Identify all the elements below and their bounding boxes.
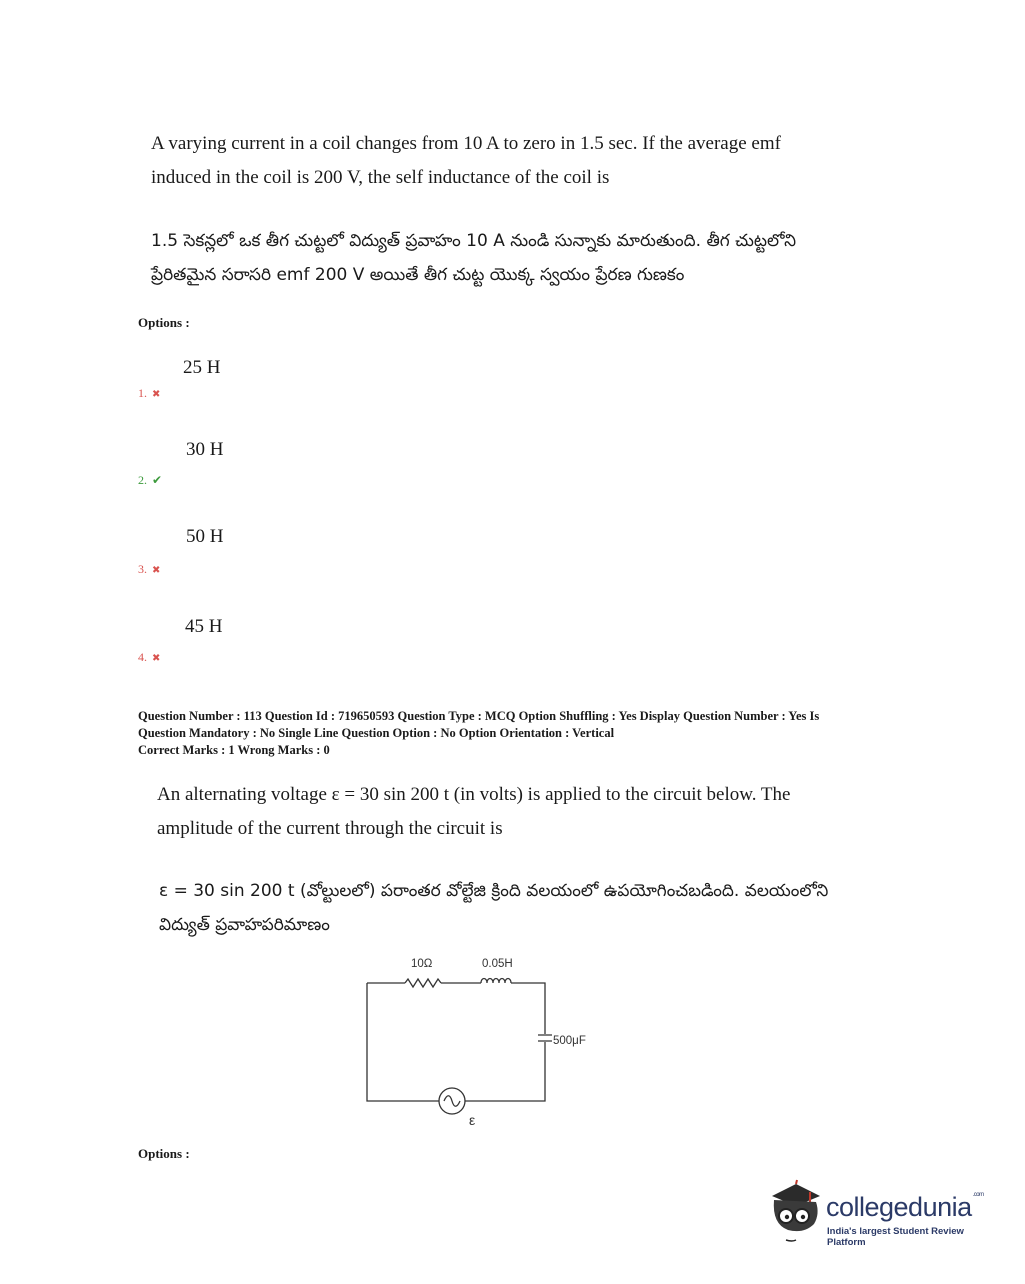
options-heading: Options : [138, 315, 190, 330]
option-number [138, 650, 160, 665]
wire [367, 983, 439, 1101]
q113-english-line: An alternating voltage ε = 30 sin 200 t (in volts) is applied to the circuit below. The [157, 784, 791, 805]
option-number-text: 1. [138, 386, 147, 400]
q113-telugu-line: విద్యుత్ ప్రవాహపరిమాణం [159, 915, 330, 935]
option-number-text: 2. [138, 473, 147, 487]
option-value[interactable]: 45 H [185, 616, 223, 637]
wrong-mark-icon: ✖ [152, 389, 161, 400]
sine-wave-icon [444, 1096, 460, 1107]
logo-name: collegedunia [826, 1192, 972, 1222]
options-heading: Options : [138, 1146, 190, 1161]
resistor-label: 10Ω [411, 958, 433, 970]
capacitor-label: 500μF [553, 1035, 586, 1047]
correct-check-icon: ✔ [152, 473, 163, 487]
q112-telugu [151, 224, 796, 292]
q112-english-line: A varying current in a coil changes from 10 A to zero in 1.5 sec. If the average emf [151, 133, 781, 154]
option-number-text: 3. [138, 562, 147, 576]
circuit-diagram [355, 950, 605, 1130]
logo-wordmark [826, 1192, 984, 1223]
wrong-mark-icon: ✖ [152, 565, 161, 576]
inductor-label: 0.05H [482, 958, 513, 970]
option-number [138, 386, 160, 401]
q113-meta-line: Correct Marks : 1 Wrong Marks : 0 [138, 743, 330, 757]
option-value[interactable]: 50 H [186, 526, 224, 547]
capacitor-symbol [538, 1035, 552, 1041]
collegedunia-logo[interactable] [766, 1178, 996, 1250]
wire [465, 1042, 545, 1101]
q112-english [151, 127, 781, 195]
logo-suffix: .com [972, 1192, 984, 1198]
inductor-symbol [481, 979, 511, 984]
q112-telugu-line: ప్రేరితమైన సరాసరి emf 200 V అయితే తీగ చుట్ట యొక్క స్వయం ప్రేరణ గుణకం [151, 265, 685, 285]
logo-tagline: India's largest Student Review Platform [827, 1226, 964, 1248]
option-value[interactable]: 25 H [183, 357, 221, 378]
resistor-symbol [405, 979, 441, 987]
wire [511, 983, 545, 1034]
option-number-text: 4. [138, 650, 147, 664]
q112-english-line: induced in the coil is 200 V, the self inductance of the coil is [151, 167, 610, 188]
q113-meta-line: Question Number : 113 Question Id : 719650593 Question Type : MCQ Option Shuffling : Yes Display Question Number : Yes Is [138, 709, 820, 723]
option-value[interactable]: 30 H [186, 439, 224, 460]
source-label: ε [469, 1112, 476, 1128]
option-number [138, 562, 160, 577]
q113-meta [138, 708, 918, 759]
q113-telugu [159, 874, 828, 942]
q113-english [157, 778, 790, 846]
q112-telugu-line: 1.5 సెకన్లలో ఒక తీగ చుట్టలో విద్యుత్ ప్రవాహం 10 A నుండి సున్నాకు మారుతుంది. తీగ చుట్టలోని [151, 231, 797, 251]
q113-english-line: amplitude of the current through the circuit is [157, 818, 503, 839]
option-number [138, 473, 162, 488]
q113-meta-line: Question Mandatory : No Single Line Question Option : No Option Orientation : Vertical [138, 726, 615, 740]
student-mascot-icon [766, 1178, 826, 1248]
q113-telugu-line: ε = 30 sin 200 t (వోల్టులలో) పరాంతర వోల్టేజి క్రింది వలయంలో ఉపయోగించబడింది. వలయంలోని [159, 881, 829, 901]
wrong-mark-icon: ✖ [152, 653, 161, 664]
